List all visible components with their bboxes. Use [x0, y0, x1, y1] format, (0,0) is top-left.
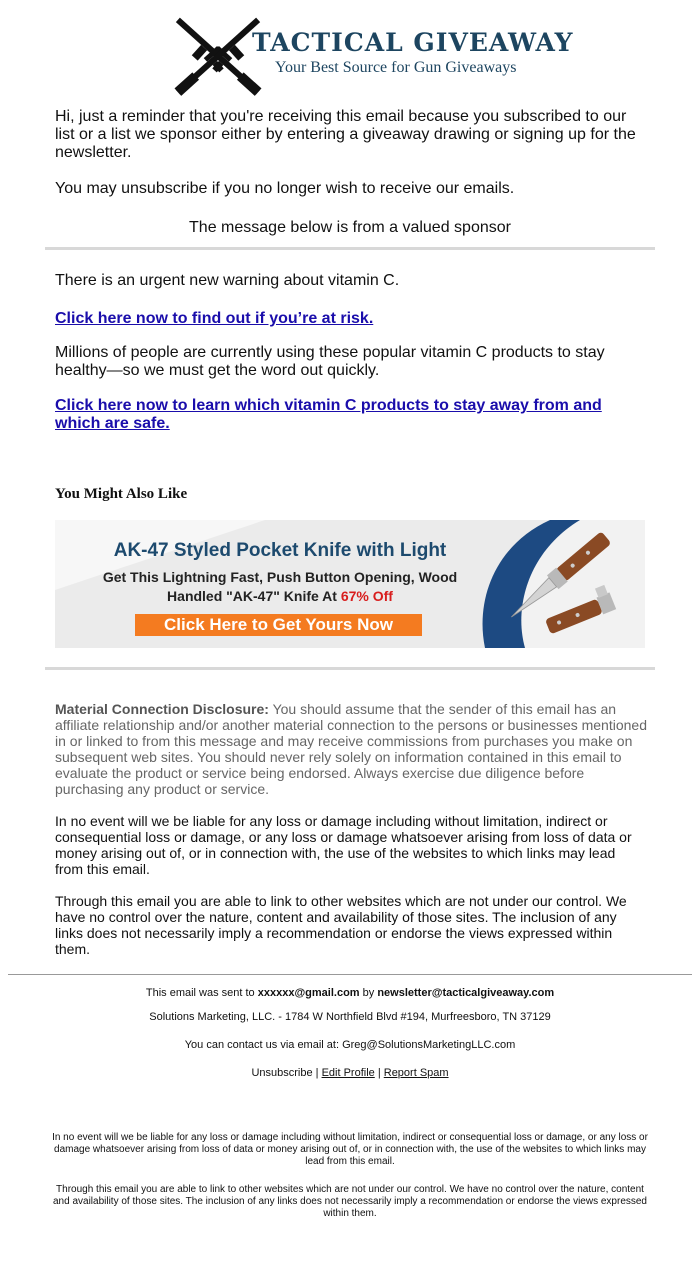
email-header [0, 8, 700, 100]
intro-paragraph: Hi, just a reminder that you're receiving this email because you subscribed to our list or a list we sponsor either by entering a giveaway drawing or signing up for the newsletter. [55, 108, 636, 161]
sponsor-note: The message below is from a valued sponsor [189, 219, 511, 236]
footer-external-links: Through this email you are able to link to other websites which are not under our control. We have no control over the nature, content and availability of those sites. The inclusion of any links does not necessarily imply a recommendation or endorse the views expressed within them. [52, 1184, 647, 1219]
banner-line-1: Get This Lightning Fast, Push Button Opening, Wood [102, 569, 458, 585]
banner-title: AK-47 Styled Pocket Knife with Light [113, 540, 447, 561]
footer-liability: In no event will we be liable for any loss or damage including without limitation, indirect or consequential loss or damage, or any loss or damage whatsoever arising from loss of data or money arising out of, or in connection with, the use of the websites to which links may lead from this email. [52, 1132, 648, 1167]
sender-email: newsletter@tacticalgiveaway.com [377, 987, 555, 999]
warning-text: There is an urgent new warning about vitamin C. [55, 272, 400, 289]
recipient-email: xxxxxx@gmail.com [257, 987, 360, 999]
banner-line-2: Handled "AK-47" Knife At 67% Off [167, 588, 393, 604]
unsubscribe-link[interactable]: Unsubscribe [251, 1067, 313, 1079]
knife-banner-ad[interactable] [55, 520, 645, 648]
disclosure-text: You should assume that the sender of this email has an affiliate relationship and/or another material connection to the persons or businesses mentioned in or linked to from this message and may receive commissions from purchases you make on subsequent web sites. You should never rely solely on information contained in this email to evaluate the product or service being endorsed. Always exercise due diligence before purchasing any product or service. [55, 701, 647, 797]
risk-link[interactable]: Click here now to find out if you’re at risk. [55, 310, 374, 327]
divider [45, 667, 655, 670]
logo-subtitle: Your Best Source for Gun Giveaways [275, 59, 517, 76]
divider [45, 247, 655, 250]
logo-title: TACTICAL GIVEAWAY [252, 28, 574, 57]
external-links-text: Through this email you are able to link to other websites which are not under our control. We have no control over the nature, content and availability of those sites. The inclusion of any links does not necessarily imply a recommendation or endorse the views expressed within them. [55, 893, 627, 957]
footer-divider [8, 974, 692, 975]
liability-text: In no event will we be liable for any loss or damage including without limitation, indirect or consequential loss or damage, or any loss or damage whatsoever arising from loss of data or money arising out of, or in connection with, the use of the websites to which links may lead from this email. [55, 813, 632, 877]
discount-percent: 67% Off [340, 588, 393, 604]
footer-links: Unsubscribe | Edit Profile | Report Spam [251, 1067, 449, 1079]
edit-profile-link[interactable]: Edit Profile [321, 1067, 375, 1079]
knife-image-icon [475, 520, 645, 648]
contact-line: You can contact us via email at: Greg@SolutionsMarketingLLC.com [184, 1039, 516, 1051]
disclosure-label: Material Connection Disclosure: [55, 701, 269, 717]
unsubscribe-note: You may unsubscribe if you no longer wish to receive our emails. [55, 180, 515, 197]
company-address: Solutions Marketing, LLC. - 1784 W Northfield Blvd #194, Murfreesboro, TN 37129 [149, 1011, 551, 1023]
message-body: Millions of people are currently using these popular vitamin C products to stay healthy—so we must get the word out quickly. [55, 344, 605, 379]
intro-section [55, 108, 645, 198]
banner-cta-button[interactable]: Click Here to Get Yours Now [135, 614, 422, 636]
material-disclosure [55, 701, 647, 797]
sent-to-line: This email was sent to xxxxxx@gmail.com by newsletter@tacticalgiveaway.com [145, 987, 555, 999]
products-link[interactable]: Click here now to learn which vitamin C products to stay away from and which are safe. [55, 397, 602, 432]
report-spam-link[interactable]: Report Spam [383, 1067, 449, 1079]
also-like-heading: You Might Also Like [55, 486, 188, 502]
